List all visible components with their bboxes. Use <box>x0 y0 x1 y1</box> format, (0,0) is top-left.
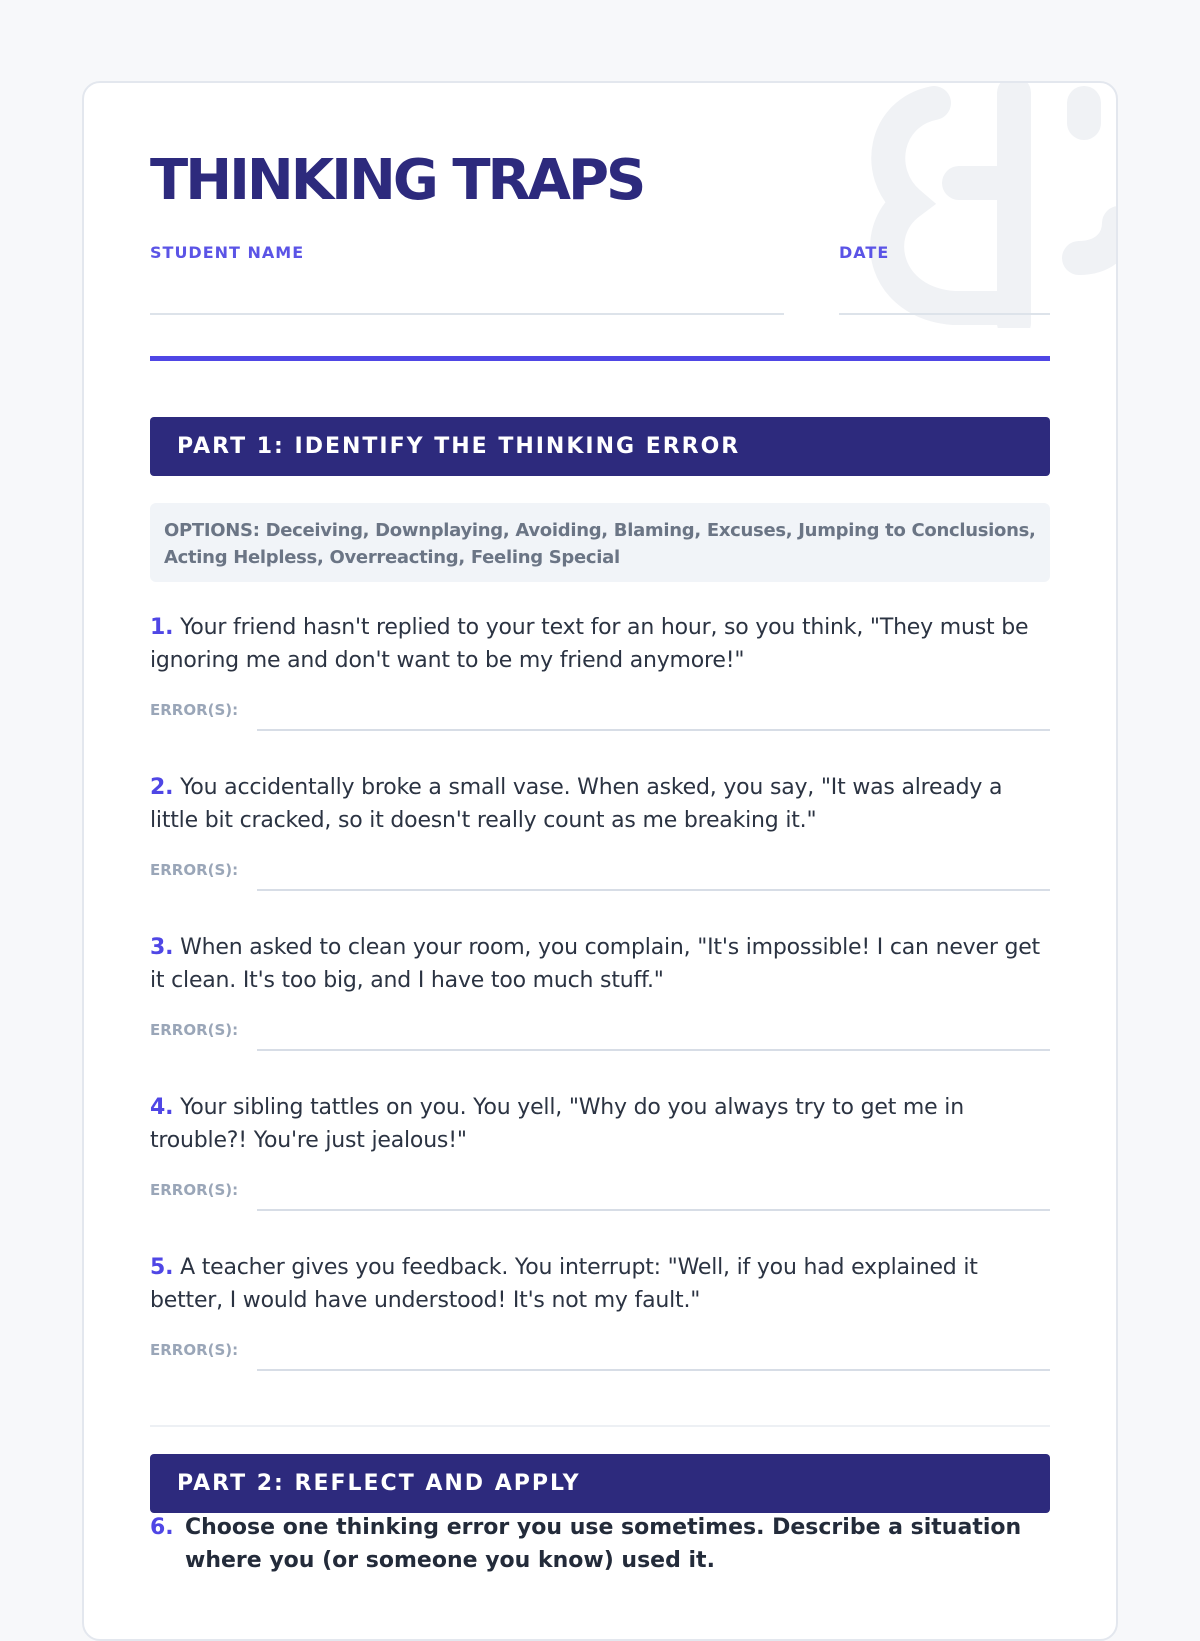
question-number: 3. <box>150 935 174 960</box>
question-6 <box>150 1511 1050 1577</box>
student-name-label: STUDENT NAME <box>150 243 305 262</box>
error-answer-line-5[interactable] <box>257 1369 1050 1371</box>
error-answer-line-2[interactable] <box>257 889 1050 891</box>
question-number: 1. <box>150 615 174 640</box>
question-text: Your friend hasn't replied to your text for an hour, so you think, "They must be ignoring me and don't want to be my friend anymore!" <box>150 615 1029 673</box>
error-answer-line-3[interactable] <box>257 1049 1050 1051</box>
question-text: Choose one thinking error you use sometimes. Describe a situation where you (or someone you know) used it. <box>185 1515 1022 1573</box>
header-divider <box>150 356 1050 361</box>
error-label: ERROR(S): <box>150 1341 239 1359</box>
question-number: 6. <box>150 1515 174 1540</box>
error-label: ERROR(S): <box>150 1021 239 1039</box>
worksheet-page <box>82 81 1118 1641</box>
question-text: Your sibling tattles on you. You yell, "Why do you always try to get me in trouble?! You're just jealous!" <box>150 1095 964 1153</box>
question-number: 2. <box>150 775 174 800</box>
error-answer-line-4[interactable] <box>257 1209 1050 1211</box>
question-text: A teacher gives you feedback. You interrupt: "Well, if you had explained it better, I would have understood! It's not my fault." <box>150 1255 978 1313</box>
question-3 <box>150 931 1050 997</box>
question-5 <box>150 1251 1050 1317</box>
question-text: When asked to clean your room, you complain, "It's impossible! I can never get it clean. It's too big, and I have too much stuff." <box>150 935 1040 993</box>
question-text: You accidentally broke a small vase. When asked, you say, "It was already a little bit cracked, so it doesn't really count as me breaking it." <box>150 775 1003 833</box>
brain-watermark-icon <box>864 83 1118 328</box>
error-answer-line-1[interactable] <box>257 729 1050 731</box>
question-4 <box>150 1091 1050 1157</box>
date-label: DATE <box>839 243 890 262</box>
date-field[interactable] <box>839 313 1050 315</box>
question-number: 4. <box>150 1095 174 1120</box>
error-label: ERROR(S): <box>150 701 239 719</box>
question-number: 5. <box>150 1255 174 1280</box>
error-label: ERROR(S): <box>150 861 239 879</box>
question-2 <box>150 771 1050 837</box>
section-divider <box>150 1425 1050 1427</box>
page-title: THINKING TRAPS <box>150 148 644 213</box>
part1-heading: PART 1: IDENTIFY THE THINKING ERROR <box>177 434 741 459</box>
options-box: OPTIONS: Deceiving, Downplaying, Avoiding, Blaming, Excuses, Jumping to Conclusions, Acting Helpless, Overreacting, Feeling Special <box>150 503 1050 582</box>
part2-header <box>150 1454 1050 1513</box>
question-1 <box>150 611 1050 677</box>
student-name-field[interactable] <box>150 313 784 315</box>
part1-header <box>150 417 1050 476</box>
part2-heading: PART 2: REFLECT AND APPLY <box>177 1471 581 1496</box>
error-label: ERROR(S): <box>150 1181 239 1199</box>
